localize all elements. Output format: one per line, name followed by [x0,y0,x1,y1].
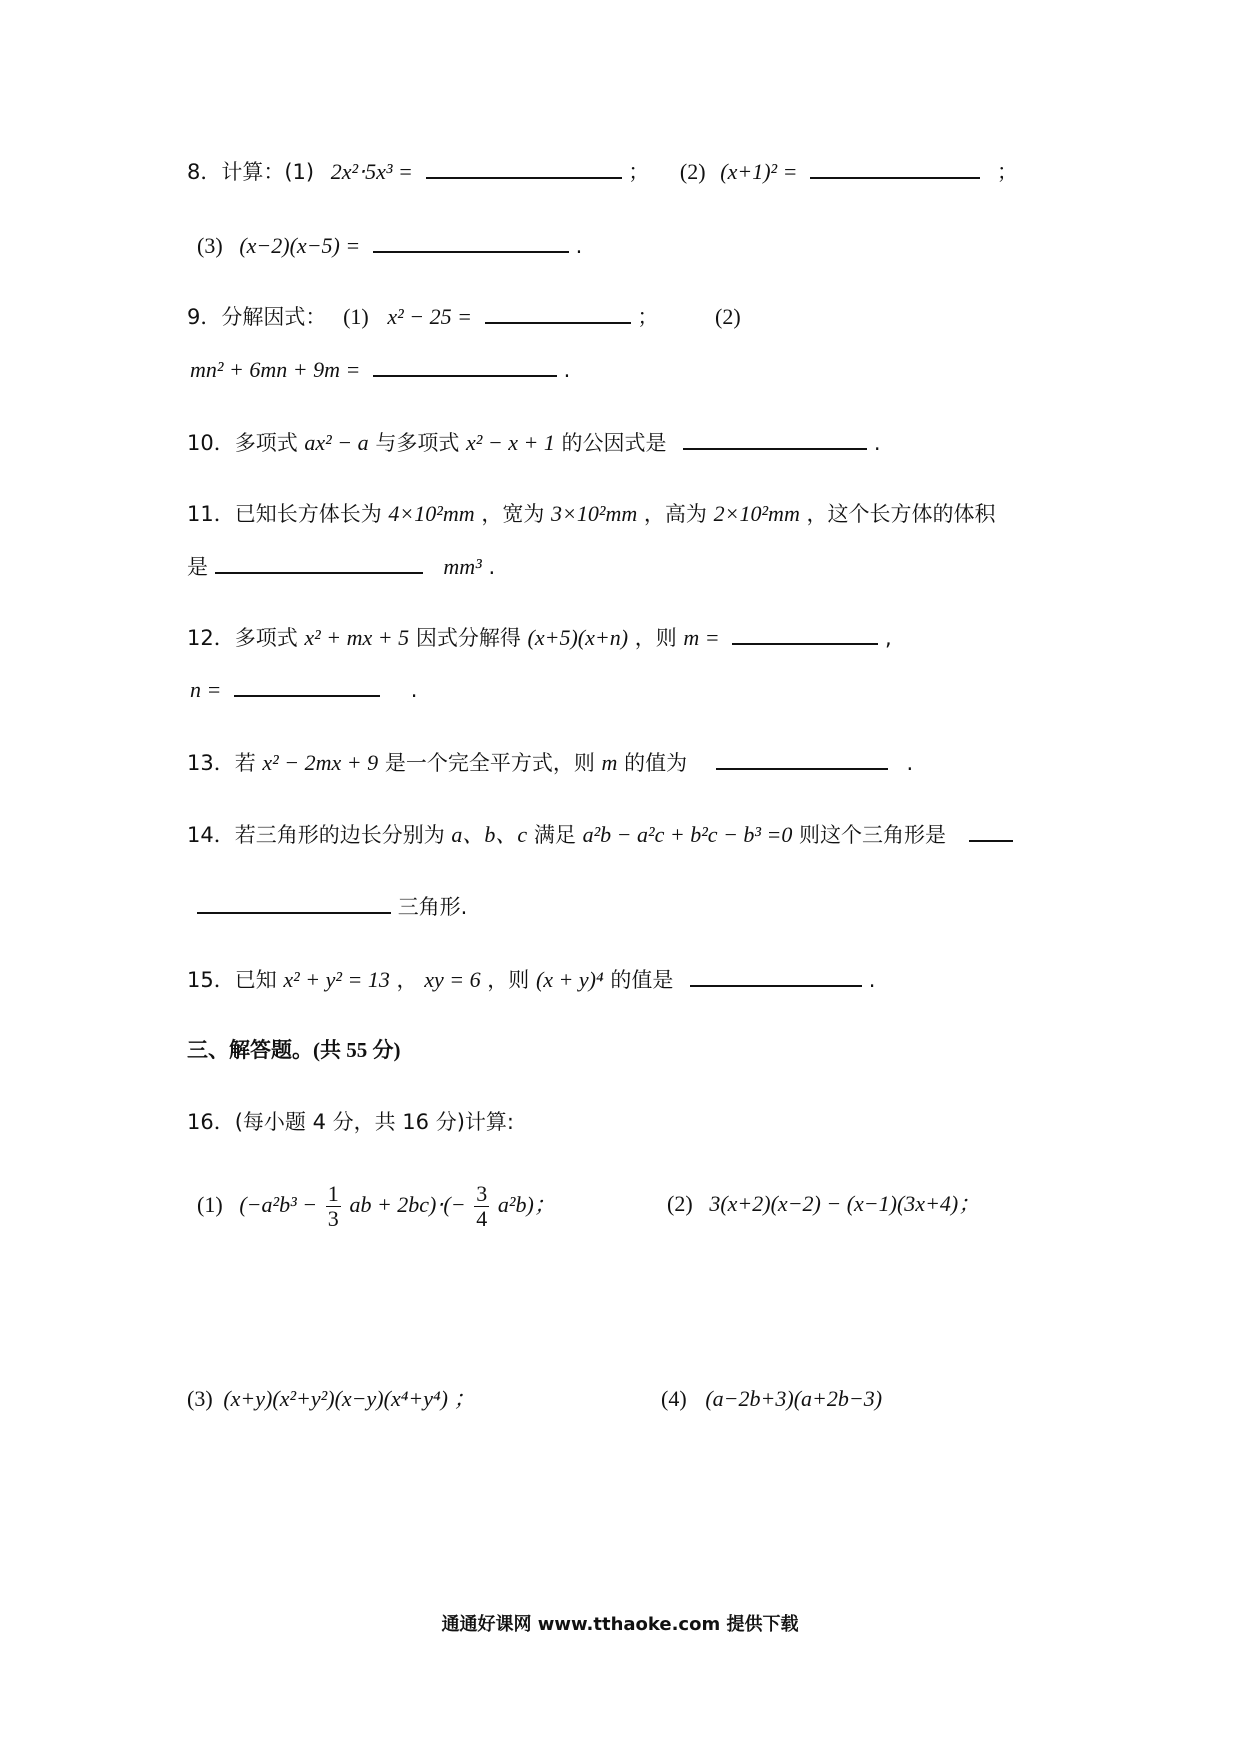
q8-label: 8．计算：(1) [187,160,315,184]
q16-p4-expr: (a−2b+3)(a+2b−3) [705,1386,883,1411]
section3-title: 三、解答题。(共 55 分) [187,1038,401,1062]
q9-sub1: (1) [343,304,369,329]
q15-then: ，则 [487,968,530,992]
q13-var: m [601,750,618,775]
q14-blank-b[interactable] [197,892,391,914]
q12-comma: , [885,626,892,650]
q14-tail: 则这个三角形是 [799,823,947,847]
q16-p4 [661,1385,882,1413]
q10-label: 10．多项式 [187,431,298,455]
q14-mid: 满足 [533,823,576,847]
footer-credit: 通通好课网 www.tthaoke.com 提供下载 [441,1614,799,1635]
q11-len: 4×10²mm [388,501,475,526]
q15-blank[interactable] [690,965,862,987]
q16-p1-frac2-num: 3 [476,1180,488,1206]
q8-sub3: (3) [197,233,223,258]
q10-expr1: ax² − a [304,430,369,455]
q11-h-label: ，高为 [643,502,707,526]
q12-expr: x² + mx + 5 [304,625,410,650]
q14-blank-a[interactable] [969,820,1013,842]
q15-tail: 的值是 [610,968,674,992]
q11-line1 [187,500,996,528]
q8-sep2: ； [996,160,1018,184]
q13-label: 13．若 [187,751,256,775]
q16-p2-expr: 3(x+2)(x−2) − (x−1)(3x+4)； [709,1191,981,1216]
q8-blank1[interactable] [426,157,622,179]
q16-p2 [667,1190,980,1218]
q8-expr2: (x+1)² = [720,159,798,184]
q13-blank[interactable] [716,748,888,770]
q9-label: 9．分解因式： [187,305,327,329]
q16-p2-label: (2) [667,1191,693,1216]
q10-blank[interactable] [683,428,867,450]
q16-p1-frac1-den: 3 [327,1205,339,1231]
q11-tail: ，这个长方体的体积 [806,502,996,526]
q16-p1-c: a²b)； [497,1192,556,1217]
q14-vars: a、b、c [451,822,528,847]
q11-label: 11．已知长方体长为 [187,502,382,526]
q8-blank2[interactable] [810,157,980,179]
q10-expr2: x² − x + 1 [466,430,555,455]
q13-expr: x² − 2mx + 9 [262,750,379,775]
q14-label: 14．若三角形的边长分别为 [187,823,445,847]
q14-line2 [197,892,467,921]
q11-width: 3×10²mm [551,501,638,526]
q8-end3: . [575,234,583,258]
q16-p1-b: ab + 2bc)⋅(− [349,1192,466,1217]
q9-blank2[interactable] [373,355,557,377]
q9-end2: . [563,358,571,382]
q16-p3 [187,1385,475,1413]
q11-line2-start: 是 [187,555,208,579]
q13-line [187,748,913,777]
q9-sep1: ； [637,305,659,329]
q15-expr1: x² + y² = 13 [283,967,390,992]
q12-line1 [187,623,892,652]
q16-p1 [197,1176,556,1234]
q13-end: . [906,751,914,775]
q13-tail: 的值为 [624,751,688,775]
q15-expr3: (x + y)⁴ [535,967,604,992]
q11-end: . [488,555,496,579]
q16-p1-frac1 [326,1182,341,1231]
q15-line [187,965,875,994]
q9-blank1[interactable] [485,302,631,324]
q16-p1-label: (1) [197,1192,223,1217]
q11-unit: mm³ [443,554,482,579]
q10-tail: 的公因式是 [561,431,667,455]
q10-line [187,428,881,457]
q14-line1 [187,820,1013,849]
q16-p4-label: (4) [661,1386,687,1411]
q16-p3-expr: (x+y)(x²+y²)(x−y)(x⁴+y⁴) ； [223,1386,476,1411]
q10-mid: 与多项式 [375,431,460,455]
q14-line2-end: 三角形. [397,895,468,919]
q15-comma: ， [396,968,418,992]
q12-end: . [410,678,418,702]
q8-expr1: 2x²⋅5x³ = [330,159,413,184]
q11-height: 2×10²mm [713,501,800,526]
q8-sub2: (2) [679,159,706,184]
q16-p1-frac2-den: 4 [476,1205,488,1231]
q12-fact: (x+5)(x+n) [527,625,629,650]
q12-blank-n[interactable] [234,675,380,697]
q12-mid: 因式分解得 [415,626,521,650]
q11-blank[interactable] [215,552,423,574]
q8-line1 [187,157,1018,186]
q12-n-label: n = [190,677,222,702]
q12-blank-m[interactable] [732,623,878,645]
q11-line2 [187,552,495,581]
q12-label: 12．多项式 [187,626,298,650]
q15-label: 15．已知 [187,968,277,992]
q9-line1 [187,302,741,331]
q13-mid: 是一个完全平方式，则 [384,751,595,775]
q16-p1-frac2 [474,1182,489,1231]
q16-p3-label: (3) [187,1386,213,1411]
q9-expr2: mn² + 6mn + 9m = [190,357,361,382]
q9-expr1: x² − 25 = [387,304,472,329]
q11-w-label: ，宽为 [481,502,545,526]
q12-line2 [190,675,417,704]
q8-expr3: (x−2)(x−5) = [239,233,361,258]
q12-then: ，则 [634,626,677,650]
q8-line2 [197,231,582,260]
q8-blank3[interactable] [373,231,569,253]
q16-label: 16．(每小题 4 分，共 16 分)计算: [187,1110,514,1134]
q10-end: . [873,431,881,455]
q8-sep1: ； [628,160,650,184]
q15-expr2: xy = 6 [424,967,481,992]
q9-sub2: (2) [715,304,741,329]
q15-end: . [868,968,876,992]
q14-expr: a²b − a²c + b²c − b³ =0 [582,822,793,847]
q12-m-label: m = [683,625,720,650]
q16-p1-frac1-num: 1 [327,1180,339,1206]
q16-p1-a: (−a²b³ − [239,1192,318,1217]
q9-line2 [190,355,570,384]
